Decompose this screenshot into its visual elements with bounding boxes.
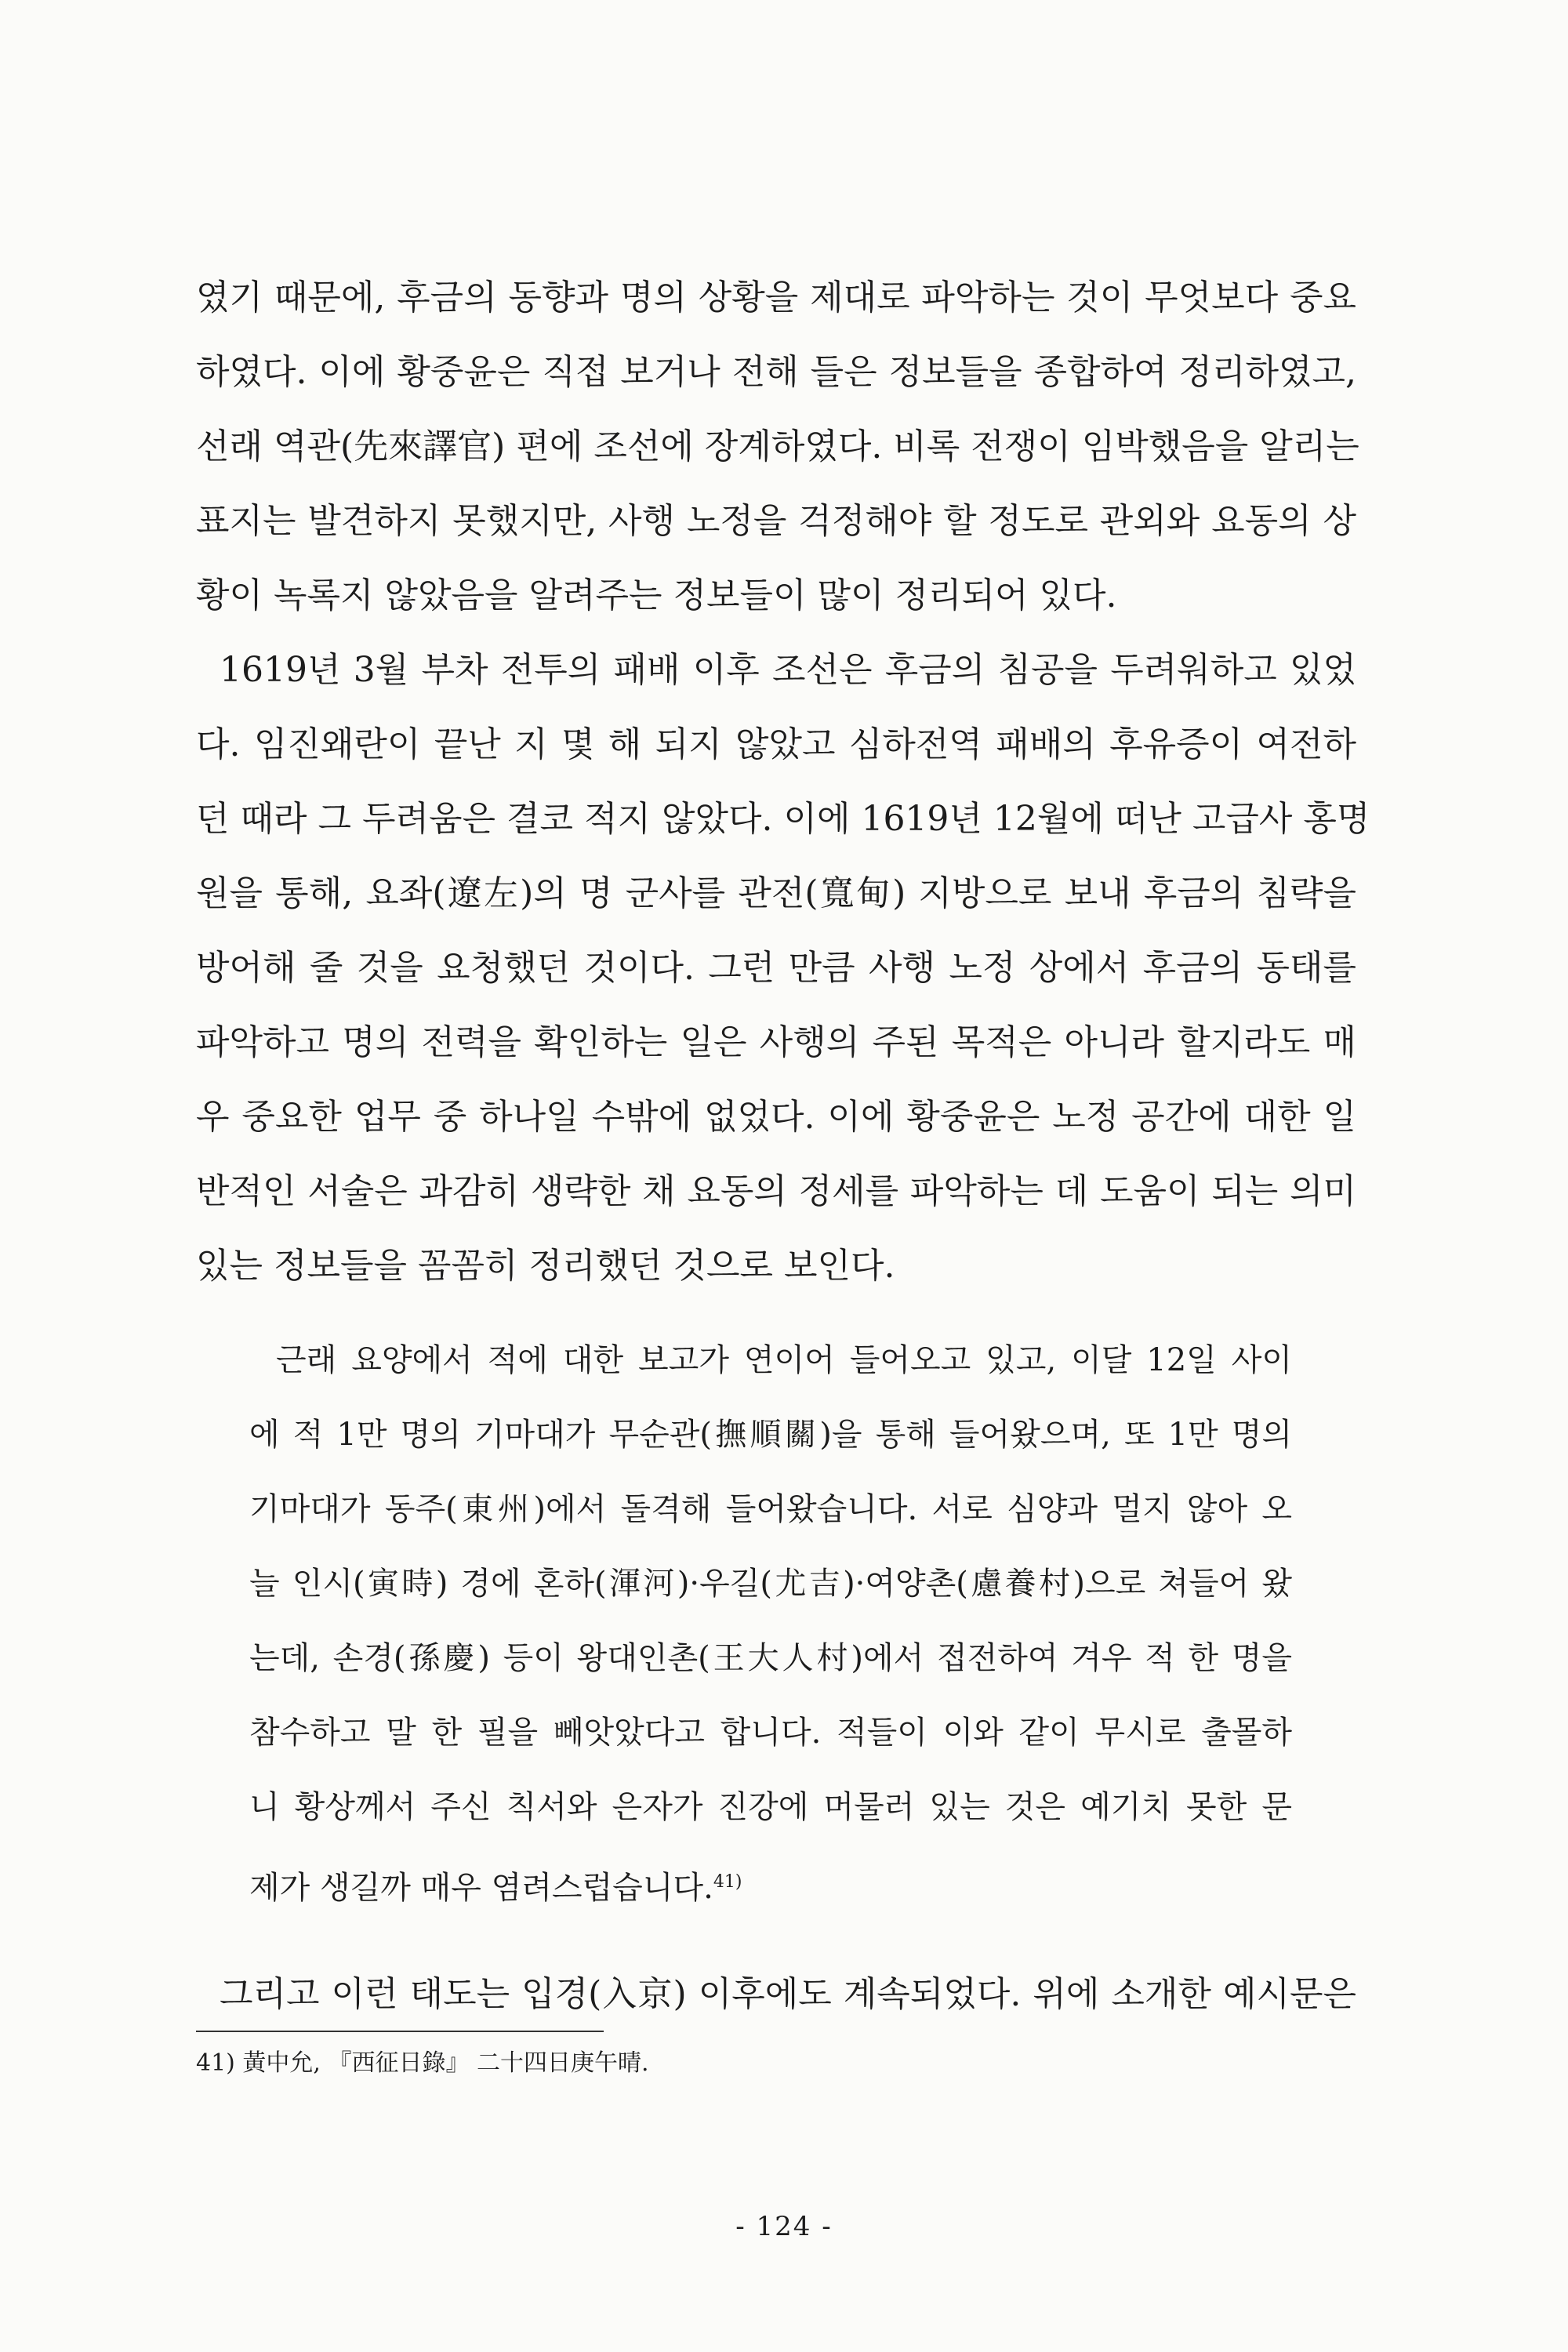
quote-line: 참수하고 말 한 필을 빼앗았다고 합니다. 적들이 이와 같이 무시로 출몰하 <box>249 1715 1292 1751</box>
text-line: 황이 녹록지 않았음을 알려주는 정보들이 많이 정리되어 있다. <box>196 575 1117 615</box>
quote-line: 는데, 손경(孫慶) 등이 왕대인촌(王大人村)에서 접전하여 겨우 적 한 명을 <box>249 1640 1292 1676</box>
quote-line: 제가 생길까 매우 염려스럽습니다. <box>249 1870 713 1906</box>
footnote-divider <box>196 2031 604 2032</box>
text-line: 던 때라 그 두려움은 결코 적지 않았다. 이에 1619년 12월에 떠난 고급사 홍명 <box>196 799 1370 839</box>
quote-last-line <box>249 1845 1292 1926</box>
quote-line: 근래 요양에서 적에 대한 보고가 연이어 들어오고 있고, 이달 12일 사이 <box>276 1342 1292 1378</box>
quote-line: 니 황상께서 주신 칙서와 은자가 진강에 머물러 있는 것은 예기치 못한 문 <box>249 1789 1292 1825</box>
page-number: - 124 - <box>735 2211 833 2242</box>
text-line: 였기 때문에, 후금의 동향과 명의 상황을 제대로 파악하는 것이 무엇보다 중요 <box>196 278 1356 318</box>
footnote: 41) 黃中允, 『西征日錄』 二十四日庚午晴. <box>196 2049 649 2077</box>
text-line: 반적인 서술은 과감히 생략한 채 요동의 정세를 파악하는 데 도움이 되는 의미 <box>196 1171 1356 1211</box>
text-line: 파악하고 명의 전력을 확인하는 일은 사행의 주된 목적은 아니라 할지라도 매 <box>196 1022 1357 1062</box>
text-line: 방어해 줄 것을 요청했던 것이다. 그런 만큼 사행 노정 상에서 후금의 동태를 <box>196 948 1357 988</box>
text-line: 우 중요한 업무 중 하나일 수밖에 없었다. 이에 황중윤은 노정 공간에 대한 일 <box>196 1097 1356 1137</box>
main-text-block <box>196 260 1370 1303</box>
text-line: 다. 임진왜란이 끝난 지 몇 해 되지 않았고 심하전역 패배의 후유증이 여전하 <box>196 724 1357 764</box>
quote-line: 늘 인시(寅時) 경에 혼하(渾河)·우길(尤吉)·여양촌(慮養村)으로 쳐들어 왔 <box>249 1566 1292 1602</box>
text-line: 1619년 3월 부차 전투의 패배 이후 조선은 후금의 침공을 두려워하고 있었 <box>220 650 1356 690</box>
text-line: 있는 정보들을 꼼꼼히 정리했던 것으로 보인다. <box>196 1246 895 1286</box>
footnote-reference[interactable]: 41) <box>713 1872 742 1892</box>
text-line: 그리고 이런 태도는 입경(入京) 이후에도 계속되었다. 위에 소개한 예시문은 <box>220 1974 1356 2014</box>
quote-line: 에 적 1만 명의 기마대가 무순관(撫順關)을 통해 들어왔으며, 또 1만 명의 <box>249 1417 1292 1453</box>
text-line: 하였다. 이에 황중윤은 직접 보거나 전해 들은 정보들을 종합하여 정리하였고, <box>196 352 1356 392</box>
main-text-continued <box>196 1957 1356 2031</box>
quote-line: 기마대가 동주(東州)에서 돌격해 들어왔습니다. 서로 심양과 멀지 않아 오 <box>249 1491 1292 1527</box>
text-line: 선래 역관(先來譯官) 편에 조선에 장계하였다. 비록 전쟁이 임박했음을 알리는 <box>196 426 1359 466</box>
text-line: 원을 통해, 요좌(遼左)의 명 군사를 관전(寬甸) 지방으로 보내 후금의 침략을 <box>196 873 1356 913</box>
block-quote <box>249 1323 1292 1926</box>
text-line: 표지는 발견하지 못했지만, 사행 노정을 걱정해야 할 정도로 관외와 요동의 상 <box>196 501 1356 541</box>
